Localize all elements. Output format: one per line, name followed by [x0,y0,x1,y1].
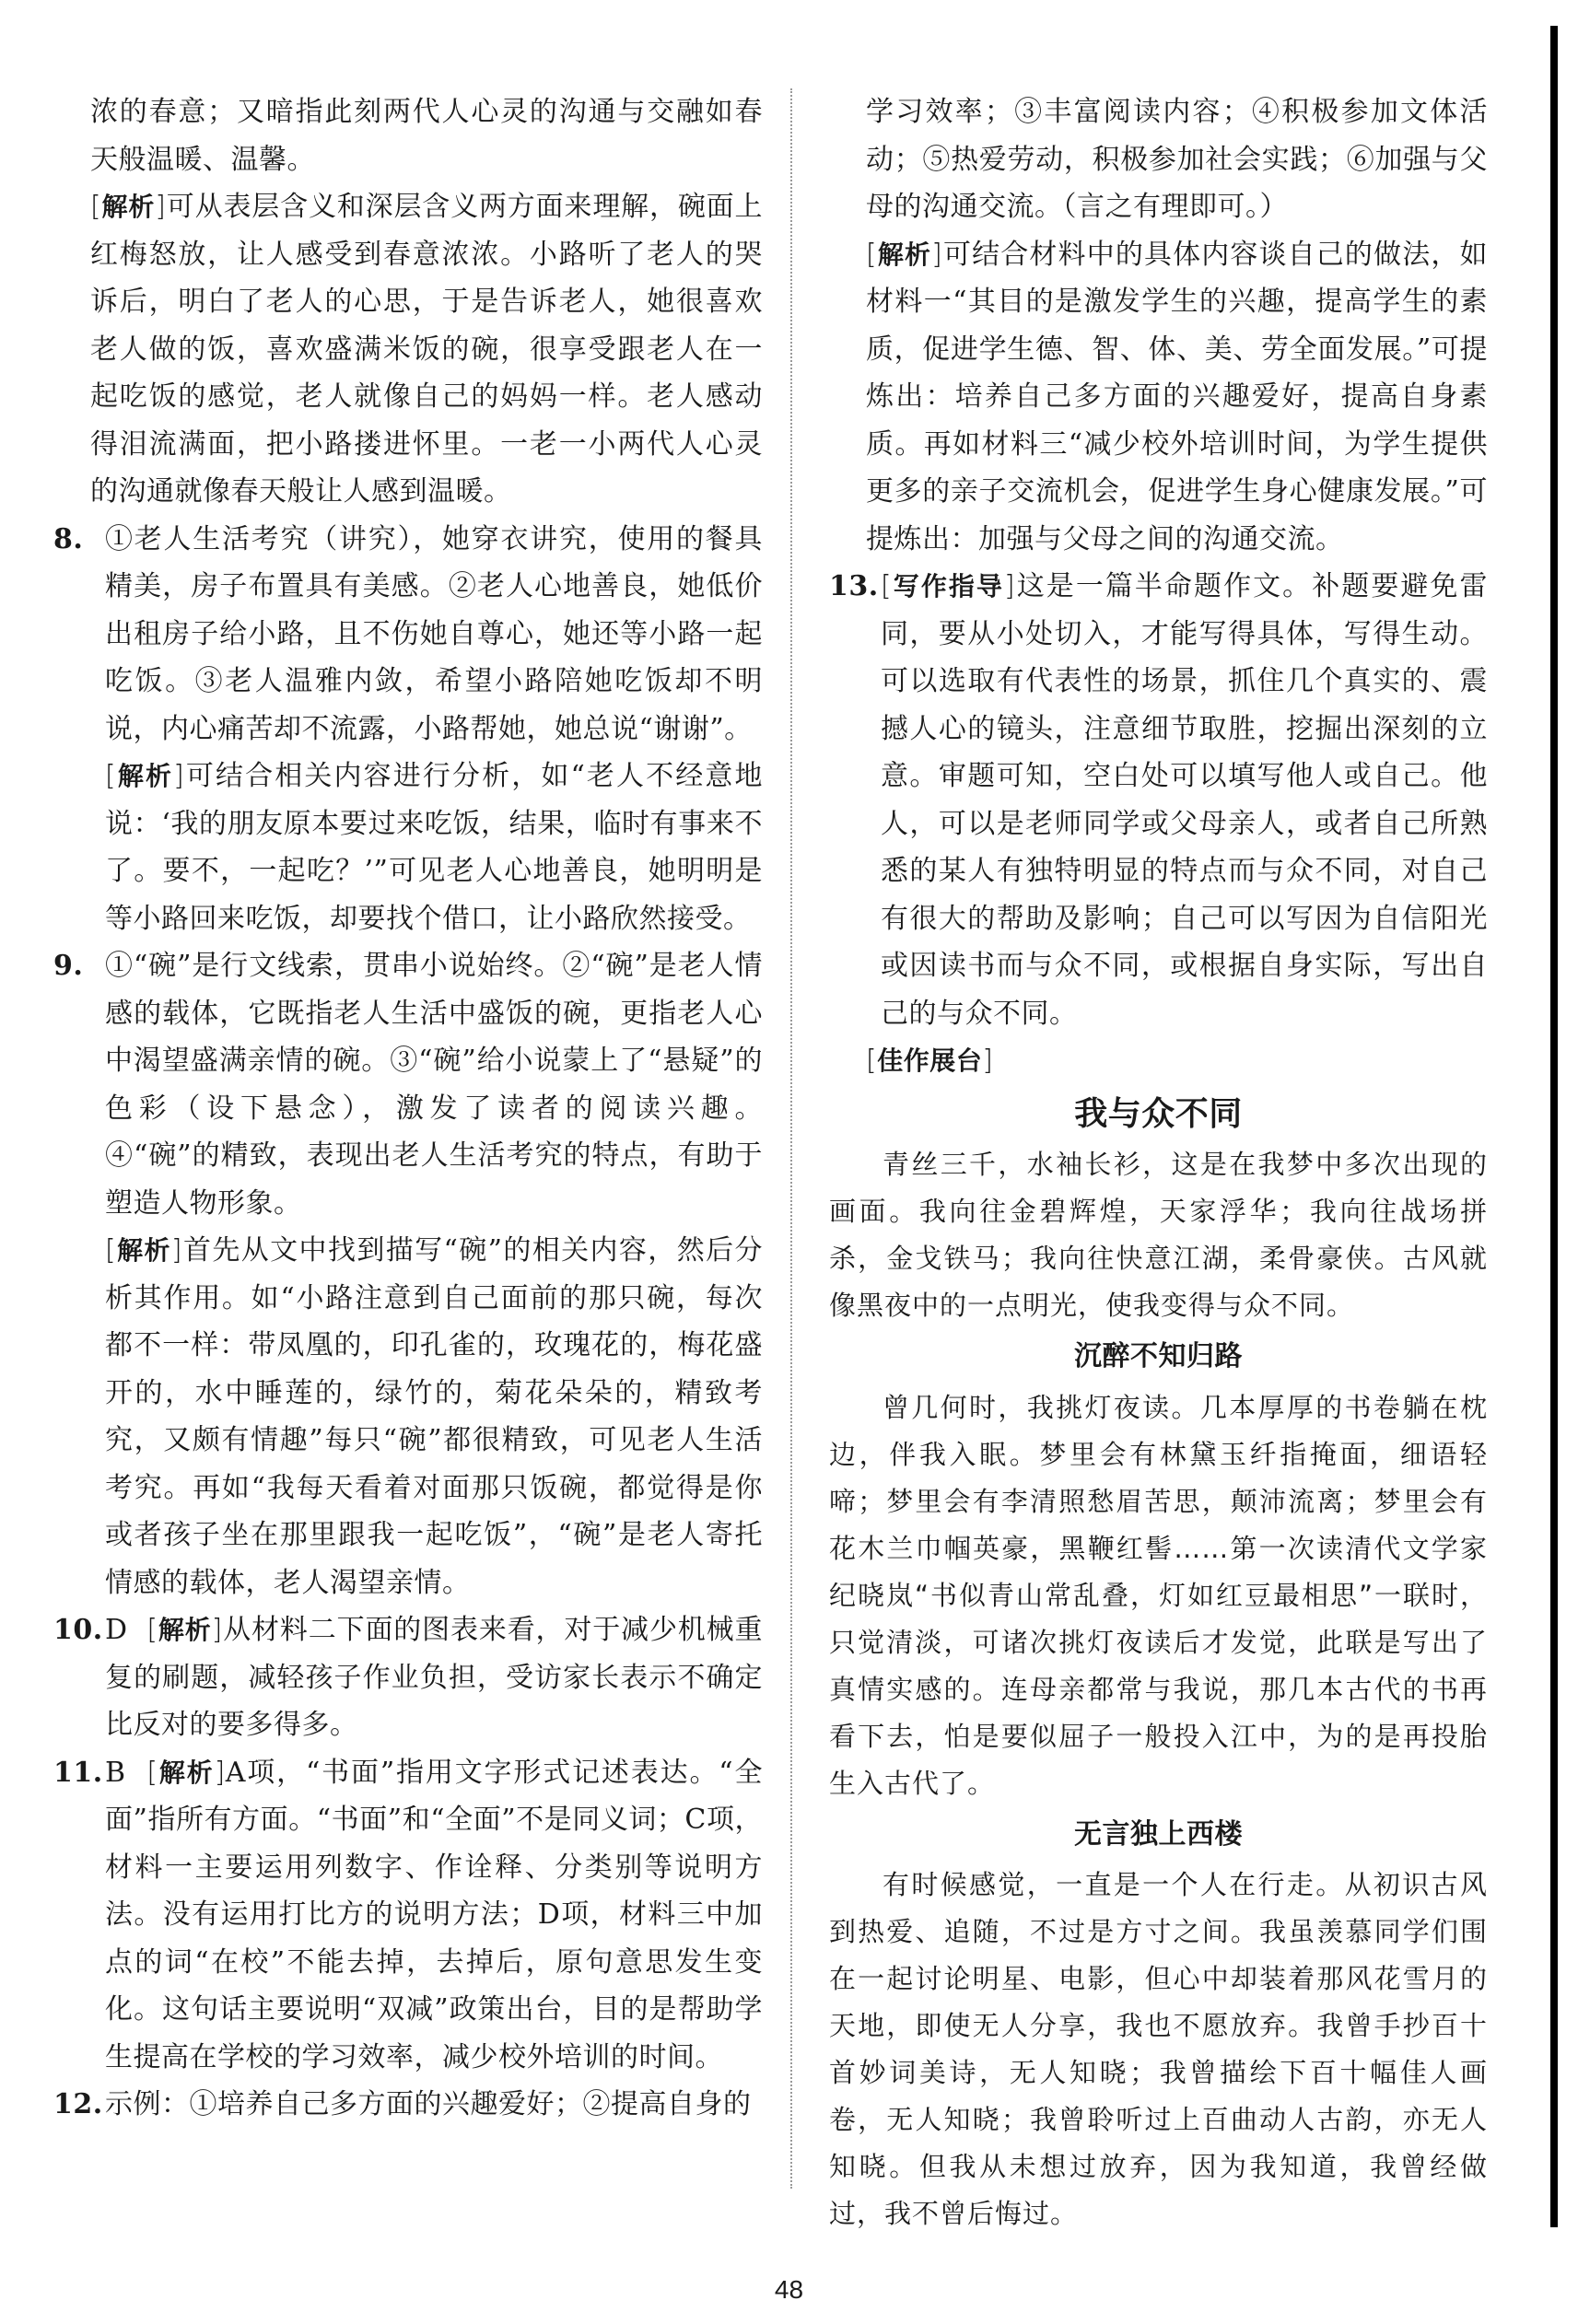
answer-12-analysis: [解析]可结合材料中的具体内容谈自己的做法，如材料一“其目的是激发学生的兴趣，提高学生的素质，促进学生德、智、体、美、劳全面发展。”可提炼出：培养自己多方面的兴趣爱好，提高自身素质。再如材料三“减少校外培训时间，为学生提供更多的亲子交流机会，促进学生身心健康发展。”可提炼出：加强与父母之间的沟通交流。 [866,238,1488,555]
analysis-text: 可结合相关内容进行分析，如“老人不经意地说：‘我的朋友原本要过来吃饭，结果，临时有事来不了。要不，一起吃？’”可见老人心地善良，她明明是等小路回来吃饭，却要找个借口，让小路欣然接受。 [105,760,763,935]
page-number: 48 [774,2275,804,2304]
analysis-tag: 解析 [116,1235,171,1266]
answer-7-continuation: 浓的春意；又暗指此刻两代人心灵的沟通与交融如春天般温暖、温馨。 [90,96,763,176]
answer-11-body: B [解析]A项，“书面”指用文字形式记述表达。“全面”指所有方面。“书面”和“全面”不是同义词；C项，材料一主要运用列数字、作诠释、分类别等说明方法。没有运用打比方的说明方法；D项，材料三中加点的词“在校”不能去掉，去掉后，原句意思发生变化。这句话主要说明“双减”政策出台，目的是帮助学生提高在学校的学习效率，减少校外培训的时间。 [105,1756,763,2073]
page-edge-bar [1550,26,1558,2227]
choice-answer: D [105,1614,128,1646]
answer-9 [53,942,763,1606]
question-number: 13. [829,570,879,602]
question-number: 10. [53,1614,103,1646]
question-number: 11. [53,1756,103,1789]
writing-guide-text: 这是一篇半命题作文。补题要避免雷同，要从小处切入，才能写得具体，写得生动。可以选取有代表性的场景，抓住几个真实的、震撼人心的镜头，注意细节取胜，挖掘出深刻的立意。审题可知，空白处可以填写他人或自己。他人，可以是老师同学或父母亲人，或者自己所熟悉的某人有独特明显的特点而与众不同，对自己有很大的帮助及影响；自己可以写因为自信阳光或因读书而与众不同，或根据自身实际，写出自己的与众不同。 [881,570,1488,1030]
left-column [53,88,763,2129]
analysis-text: A项，“书面”指用文字形式记述表达。“全面”指所有方面。“书面”和“全面”不是同义词；C项，材料一主要运用列数字、作诠释、分类别等说明方法。没有运用打比方的说明方法；D项，材料三中加点的词“在校”不能去掉，去掉后，原句意思发生变化。这句话主要说明“双减”政策出台，目的是帮助学生提高在学校的学习效率，减少校外培训的时间。 [105,1756,763,2073]
analysis-tag: 解析 [158,1615,212,1645]
answer-text: ①老人生活考究（讲究），她穿衣讲究，使用的餐具精美，房子布置具有美感。②老人心地善良，她低价出租房子给小路，且不伤她自尊心，她还等小路一起吃饭。③老人温雅内敛，希望小路陪她吃饭却不明说，内心痛苦却不流露，小路帮她，她总说“谢谢”。 [105,522,763,745]
analysis-tag: 解析 [116,761,174,791]
essay-subtitle-1: 沉醉不知归路 [1074,1340,1243,1372]
showcase-label: [佳作展台] [866,1045,994,1077]
answer-12-continuation: 学习效率；③丰富阅读内容；④积极参加文体活动；⑤热爱劳动，积极参加社会实践；⑥加强与父母的沟通交流。（言之有理即可。） [866,96,1488,223]
essay-paragraph-2: 曾几何时，我挑灯夜读。几本厚厚的书卷躺在枕边，伴我入眠。梦里会有林黛玉纤指掩面，细语轻啼；梦里会有李清照愁眉苦思，颠沛流离；梦里会有花木兰巾帼英豪，黑鞭红髻……第一次读清代文学家纪晓岚“书似青山常乱叠，灯如红豆最相思”一联时，只觉清淡，可诸次挑灯夜读后才发觉，此联是写出了真情实感的。连母亲都常与我说，那几本古代的书再看下去，怕是要似屈子一般投入江中，为的是再投胎生入古代了。 [829,1391,1488,1799]
essay-paragraph-1: 青丝三千，水袖长衫，这是在我梦中多次出现的画面。我向往金碧辉煌，天家浮华；我向往战场拼杀，金戈铁马；我向往快意江湖，柔骨豪侠。古风就像黑夜中的一点明光，使我变得与众不同。 [829,1149,1488,1321]
essay-title: 我与众不同 [1074,1094,1243,1133]
writing-guide-tag: 写作指导 [892,571,1004,601]
answer-13 [829,563,1488,1037]
question-number: 12. [53,2088,103,2120]
answer-text: 示例：①培养自己多方面的兴趣爱好；②提高自身的 [105,2088,752,2120]
answer-9-analysis: [解析]首先从文中找到描写“碗”的相关内容，然后分析其作用。如“小路注意到自己面前的那只碗，每次都不一样：带凤凰的，印孔雀的，玫瑰花的，梅花盛开的，水中睡莲的，绿竹的，菊花朵朵的，精致考究，又颇有情趣”每只“碗”都很精致，可见老人生活考究。再如“我每天看着对面那只饭碗，都觉得是你或者孩子坐在那里跟我一起吃饭”，“碗”是老人寄托情感的载体，老人渴望亲情。 [105,1234,763,1599]
right-column [829,88,1488,2237]
analysis-text: 可从表层含义和深层含义两方面来理解，碗面上红梅怒放，让人感受到春意浓浓。小路听了老人的哭诉后，明白了老人的心思，于是告诉老人，她很喜欢老人做的饭，喜欢盛满米饭的碗，很享受跟老人在一起吃饭的感觉，老人就像自己的妈妈一样。老人感动得泪流满面，把小路搂进怀里。一老一小两代人心灵的沟通就像春天般让人感到温暖。 [90,191,763,508]
question-number: 8. [53,522,84,555]
answer-8 [53,516,763,943]
column-divider [790,88,792,2189]
analysis-tag: 解析 [158,1757,215,1788]
question-number: 9. [53,950,84,982]
answer-11 [53,1749,763,2082]
choice-answer: B [105,1756,126,1789]
essay-subtitle-2: 无言独上西楼 [1074,1817,1243,1851]
analysis-tag: 解析 [877,239,932,270]
analysis-tag: 解析 [101,192,156,222]
analysis-text: 首先从文中找到描写“碗”的相关内容，然后分析其作用。如“小路注意到自己面前的那只碗，每次都不一样：带凤凰的，印孔雀的，玫瑰花的，梅花盛开的，水中睡莲的，绿竹的，菊花朵朵的，精致考究，又颇有情趣”每只“碗”都很精致，可见老人生活考究。再如“我每天看着对面那只饭碗，都觉得是你或者孩子坐在那里跟我一起吃饭”，“碗”是老人寄托情感的载体，老人渴望亲情。 [105,1234,763,1599]
answer-10 [53,1606,763,1749]
answer-text: ①“碗”是行文线索，贯串小说始终。②“碗”是老人情感的载体，它既指老人生活中盛饭的碗，更指老人心中渴望盛满亲情的碗。③“碗”给小说蒙上了“悬疑”的色彩（设下悬念），激发了读者的阅读兴趣。④“碗”的精致，表现出老人生活考究的特点，有助于塑造人物形象。 [105,950,763,1220]
answer-8-analysis: [解析]可结合相关内容进行分析，如“老人不经意地说：‘我的朋友原本要过来吃饭，结果，临时有事来不了。要不，一起吃？’”可见老人心地善良，她明明是等小路回来吃饭，却要找个借口，让小路欣然接受。 [105,760,763,935]
essay-paragraph-3: 有时候感觉，一直是一个人在行走。从初识古风到热爱、追随，不过是方寸之间。我虽羡慕同学们围在一起讨论明星、电影，但心中却装着那风花雪月的天地，即使无人分享，我也不愿放弃。我曾手抄百十首妙词美诗，无人知晓；我曾描绘下百十幅佳人画卷，无人知晓；我曾聆听过上百曲动人古韵，亦无人知晓。但我从未想过放弃，因为我知道，我曾经做过，我不曾后悔过。 [829,1869,1488,2229]
answer-12 [53,2081,763,2129]
answer-7-analysis: [解析]可从表层含义和深层含义两方面来理解，碗面上红梅怒放，让人感受到春意浓浓。小路听了老人的哭诉后，明白了老人的心思，于是告诉老人，她很喜欢老人做的饭，喜欢盛满米饭的碗，很享受跟老人在一起吃饭的感觉，老人就像自己的妈妈一样。老人感动得泪流满面，把小路搂进怀里。一老一小两代人心灵的沟通就像春天般让人感到温暖。 [90,191,763,508]
analysis-text: 可结合材料中的具体内容谈自己的做法，如材料一“其目的是激发学生的兴趣，提高学生的素质，促进学生德、智、体、美、劳全面发展。”可提炼出：培养自己多方面的兴趣爱好，提高自身素质。再如材料三“减少校外培训时间，为学生提供更多的亲子交流机会，促进学生身心健康发展。”可提炼出：加强与父母之间的沟通交流。 [866,238,1488,555]
answer-10-body: D [解析]从材料二下面的图表来看，对于减少机械重复的刷题，减轻孩子作业负担，受访家长表示不确定比反对的要多得多。 [105,1614,763,1741]
showcase-tag: 佳作展台 [877,1045,983,1076]
answer-13-body: [写作指导]这是一篇半命题作文。补题要避免雷同，要从小处切入，才能写得具体，写得生动。可以选取有代表性的场景，抓住几个真实的、震撼人心的镜头，注意细节取胜，挖掘出深刻的立意。审题可知，空白处可以填写他人或自己。他人，可以是老师同学或父母亲人，或者自己所熟悉的某人有独特明显的特点而与众不同，对自己有很大的帮助及影响；自己可以写因为自信阳光或因读书而与众不同，或根据自身实际，写出自己的与众不同。 [881,570,1488,1030]
analysis-text: 从材料二下面的图表来看，对于减少机械重复的刷题，减轻孩子作业负担，受访家长表示不确定比反对的要多得多。 [105,1614,763,1741]
